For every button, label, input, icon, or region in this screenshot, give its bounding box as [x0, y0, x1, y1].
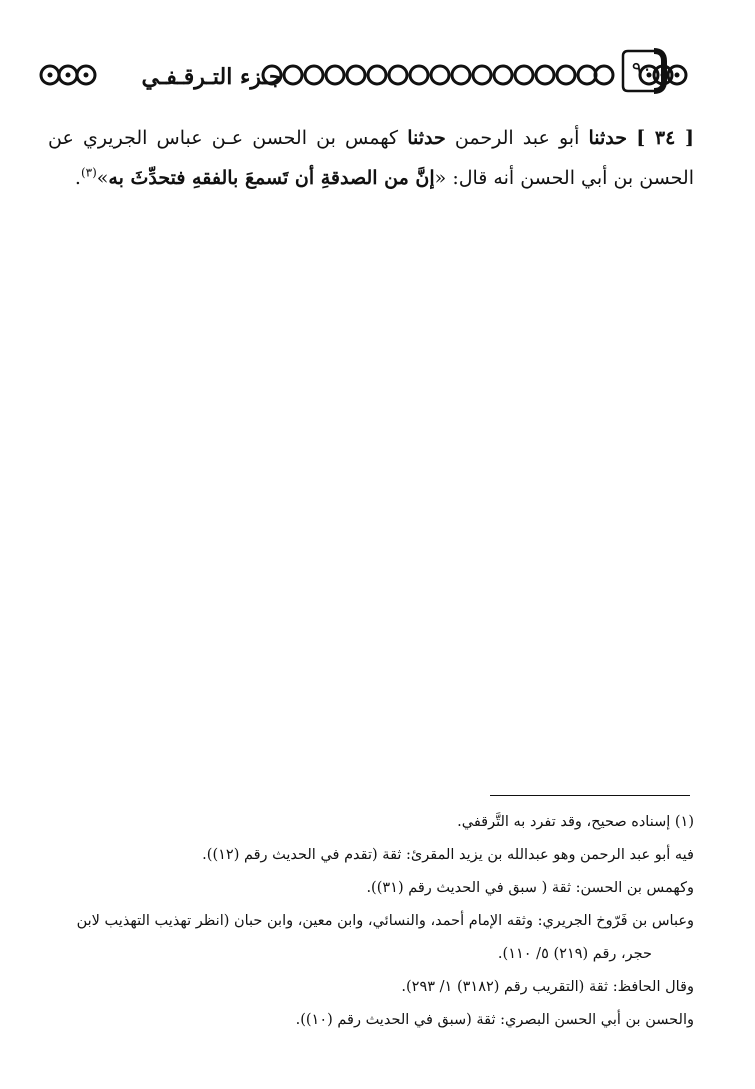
hadith-text	[48, 118, 694, 198]
decorative-border-icon	[38, 63, 100, 87]
footnote-line: حجر، رقم (٢١٩) ٥/ ١١٠).	[497, 946, 652, 962]
narration-word: حدثنا	[588, 127, 628, 149]
hadith-number: [ ٣٤ ]	[636, 127, 695, 149]
period: .	[74, 167, 81, 189]
page-number: ٩٠	[631, 58, 653, 80]
footnotes	[40, 806, 694, 1037]
hadith-quote: إنَّ من الصدقةِ أن تَسمعَ بالفقهِ فتحدِّثَ به	[108, 167, 435, 189]
footnote-ref: (٣)	[80, 165, 97, 180]
decorative-border-icon	[260, 63, 616, 87]
narrator-chain: كهمس بن الحسن عـن عباس الجريري عن الحسن بن أبي الحسن أنه قال:	[48, 127, 694, 189]
footnote-line: (١) إسناده صحيح، وقد تفرد به التَّرقفي.	[457, 814, 694, 830]
footnote-line: والحسن بن أبي الحسن البصري: ثقة (سبق في الحديث رقم (١٠)).	[295, 1012, 694, 1028]
footnote-line: وقال الحافظ: ثقة (التقريب رقم (٣١٨٢) ١/ ٢٩٣).	[401, 979, 694, 995]
narration-word: حدثنا	[407, 127, 446, 149]
book-title: جـزء التـرقـفـي	[141, 64, 283, 90]
page-number-box	[620, 48, 668, 94]
footnote-line: وكهمس بن الحسن: ثقة ( سبق في الحديث رقم (٣١)).	[366, 880, 694, 896]
page-header	[38, 48, 690, 102]
narrator: أبو عبد الرحمن	[454, 127, 580, 149]
footnote-line: وعباس بن فَرّوخ الجريري: وثقه الإمام أحمد، والنسائي، وابن معين، وابن حبان (انظر تهذيب التهذيب لابن	[76, 913, 694, 929]
quote-open: «	[434, 167, 447, 189]
footnote-line: فيه أبو عبد الرحمن وهو عبدالله بن يزيد المقرئ: ثقة (تقدم في الحديث رقم (١٢)).	[202, 847, 694, 863]
quote-close: »	[96, 167, 109, 189]
footnote-divider	[490, 795, 690, 796]
